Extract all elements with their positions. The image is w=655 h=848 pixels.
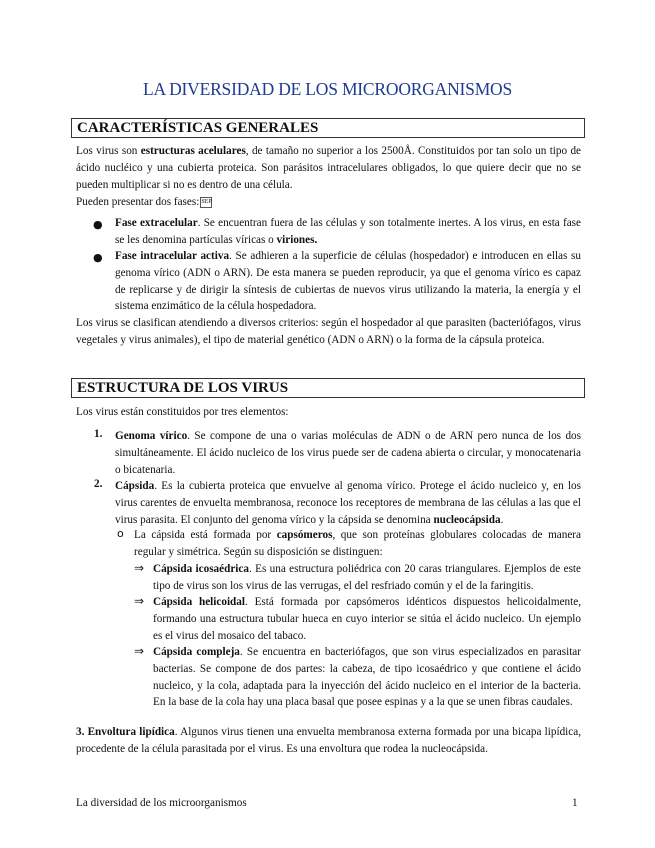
paragraph-classification: Los virus se clasifican atendiendo a diversos criterios: según el hospedador al que parasiten (bacteriófagos, virus vegetales y virus animales), el tipo de material genético (ADN o ARN) o la forma de la cápsula proteica.	[76, 317, 581, 346]
arrow-right-icon: ⇒	[134, 561, 145, 575]
list-item-phase-extracellular: Fase extracelular. Se encuentran fuera de las células y son totalmente inertes. A los virus, en esta fase se les denomina partículas víricas o viriones.	[115, 217, 581, 246]
section-heading-estructura: ESTRUCTURA DE LOS VIRUS	[71, 378, 585, 398]
list-item-capsida: Cápsida. Es la cubierta proteica que envuelve al genoma vírico. Protege el ácido nucleico y, en los virus carentes de envuelta membranosa, reconoce los receptores de membrana de las células a las que el virus parasita. El conjunto del genoma vírico y la cápsida se denomina nucleocápsida.	[115, 480, 581, 526]
capsid-type-complex: Cápsida compleja. Se encuentra en bacteriófagos, que son virus especializados en parasitar bacterias. Se compone de dos partes: la cabeza, de tipo icosaédrico y que contiene el ácido nucleico, y la cola, adaptada para la inyección del ácido nucleico en el interior de la bacteria. En la base de la cola hay una placa basal que posee espinas y a la que se unen fibras caudales.	[153, 646, 582, 709]
capsid-type-icosahedral: Cápsida icosaédrica. Es una estructura poliédrica con 20 caras triangulares. Ejemplos de este tipo de virus son los virus de las verrugas, el del resfriado común y el de la faringitis.	[153, 563, 581, 592]
sep-box: SEP	[200, 197, 212, 208]
paragraph-envoltura: 3. Envoltura lipídica. Algunos virus tienen una envuelta membranosa externa formada por una bicapa lipídica, procedente de la célula parasitada por el virus. Es una envoltura que rodea la nucleocápsida.	[76, 726, 581, 755]
bullet-icon: ●	[93, 218, 103, 231]
sublist-item-capsomeros: La cápsida está formada por capsómeros, que son proteínas globulares colocadas de manera regular y simétrica. Según su disposición se distinguen:	[134, 529, 581, 558]
arrow-right-icon: ⇒	[134, 594, 145, 608]
capsid-type-helical: Cápsida helicoidal. Está formada por capsómeros idénticos dispuestos helicoidalmente, formando una estructura tubular hueca en cuyo interior se sitúa el ácido nucleico. Un ejemplo es el virus del mosaico del tabaco.	[153, 596, 581, 642]
section-heading-caracteristicas: CARACTERÍSTICAS GENERALES	[71, 118, 585, 138]
paragraph-intro: Los virus son estructuras acelulares, de tamaño no superior a los 2500Å. Constituidos por tan solo un tipo de ácido nucléico y una cubierta proteica. Son parásitos intracelulares obligados, lo que quiere decir que no se pueden multiplicar si no es dentro de una célula.	[76, 145, 582, 191]
arrow-right-icon: ⇒	[134, 644, 145, 658]
footer-title: La diversidad de los microorganismos	[76, 797, 247, 809]
page-title: LA DIVERSIDAD DE LOS MICROORGANISMOS	[142, 79, 513, 99]
paragraph-phases-intro: Pueden presentar dos fases: SEP	[76, 196, 212, 208]
circle-bullet-icon: o	[117, 527, 124, 540]
list-number-1: 1.	[94, 428, 103, 440]
footer-page-number: 1	[572, 797, 578, 809]
list-number-2: 2.	[94, 478, 103, 490]
bullet-icon: ●	[93, 251, 103, 264]
list-item-phase-intracellular: Fase intracelular activa. Se adhieren a la superficie de células (hospedador) e introducen en ellas su genoma vírico (ADN o ARN). De esta manera se pueden reproducir, ya que el genoma vírico es capaz de replicarse y de dirigir la síntesis de cubiertas de nuevos virus utilizando la materia, la energía y el sistema enzimático de la célula hospedadora.	[115, 250, 582, 313]
list-item-genoma: Genoma vírico. Se compone de una o varias moléculas de ADN o de ARN pero nunca de los dos simultáneamente. El ácido nucleico de los virus puede ser de cadena abierta o circular, y monocatenaria o bicatenaria.	[115, 430, 581, 476]
paragraph-structure-intro: Los virus están constituidos por tres elementos:	[76, 406, 289, 418]
